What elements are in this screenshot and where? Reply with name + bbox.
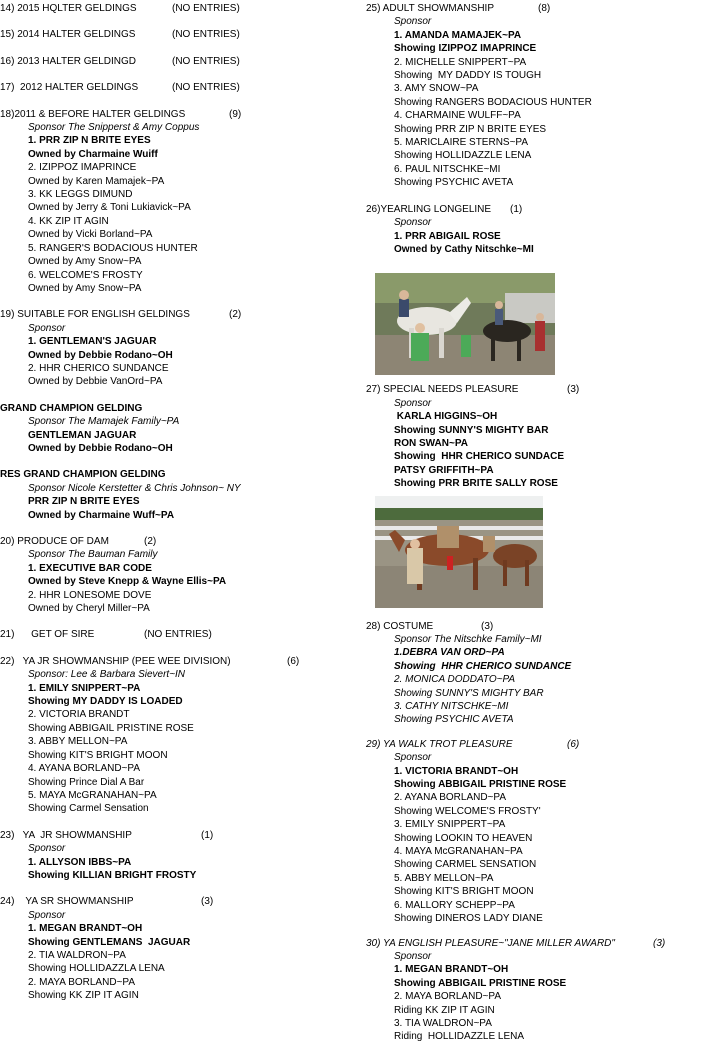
class-section	[0, 81, 360, 94]
placing-line: KARLA HIGGINS~OH	[394, 411, 498, 423]
placing-line: 3. AMY SNOW~PA	[394, 83, 479, 95]
entry-count: (2)	[144, 536, 157, 547]
placing-line: Owned by Debbie Rodano~OH	[28, 349, 173, 361]
placing-line: 6. WELCOME'S FROSTY	[28, 269, 143, 281]
entry-count: (NO ENTRIES)	[172, 29, 240, 41]
sponsor-line: Sponsor	[28, 909, 66, 921]
placing-line: 2. HHR LONESOME DOVE	[28, 589, 152, 601]
placing-line: Showing HOLLIDAZZLE LENA	[394, 150, 532, 162]
class-heading	[0, 628, 360, 641]
class-heading	[0, 535, 360, 548]
sponsor-line: Sponsor	[394, 217, 432, 229]
class-heading	[366, 203, 714, 216]
class-heading	[366, 738, 714, 751]
sponsor-line: Sponsor	[394, 397, 432, 409]
placing-line: 3. ABBY MELLON~PA	[28, 736, 128, 748]
class-section	[0, 55, 360, 68]
sponsor-line: Sponsor	[394, 752, 432, 764]
placing-line: 2. MAYA BORLAND~PA	[28, 976, 135, 988]
class-heading	[0, 28, 360, 41]
sponsor-line: Sponsor The Nitschke Family~MI	[394, 633, 542, 645]
placing-line: 4. AYANA BORLAND~PA	[28, 763, 140, 775]
class-section	[0, 108, 360, 296]
placing-line: 6. PAUL NITSCHKE~MI	[394, 163, 501, 175]
placing-line: 5. MARICLAIRE STERNS~PA	[394, 137, 529, 149]
sponsor-line: Sponsor The Bauman Family	[28, 549, 158, 561]
class-heading	[0, 108, 360, 121]
entry-count: (6)	[567, 738, 580, 750]
class-heading	[366, 937, 714, 950]
placing-line: 5. ABBY MELLON~PA	[394, 872, 494, 884]
placing-line: 1. ALLYSON IBBS~PA	[28, 856, 132, 868]
placing-line: Showing HOLLIDAZZLA LENA	[28, 963, 165, 975]
placing-line: Showing KILLIAN BRIGHT FROSTY	[28, 869, 197, 881]
placing-line: Owned by Jerry & Toni Lukiavick~PA	[28, 202, 191, 214]
placing-line: Owned by Charmaine Wuff~PA	[28, 509, 175, 521]
placing-line: 1. AMANDA MAMAJEK~PA	[394, 29, 522, 41]
entry-count: (NO ENTRIES)	[172, 3, 240, 14]
placing-line: 1. MEGAN BRANDT~OH	[394, 964, 509, 976]
class-section	[0, 628, 360, 641]
placing-line: Showing RANGERS BODACIOUS HUNTER	[394, 96, 592, 108]
placing-line: Showing PRR BRITE SALLY ROSE	[394, 478, 558, 490]
class-heading	[0, 55, 360, 68]
placing-line: 1. EXECUTIVE BAR CODE	[28, 562, 152, 574]
class-section	[0, 468, 360, 522]
placing-line: Showing PSYCHIC AVETA	[394, 177, 514, 189]
class-title: 25) ADULT SHOWMANSHIP	[366, 3, 494, 14]
class-title: 24) YA SR SHOWMANSHIP	[0, 896, 134, 908]
placing-line: 2. MICHELLE SNIPPERT~PA	[394, 56, 527, 68]
placing-line: 1. VICTORIA BRANDT~OH	[394, 765, 519, 777]
placing-line: 3. KK LEGGS DIMUND	[28, 189, 133, 201]
entry-count: (8)	[538, 3, 551, 14]
placing-line: 5. MAYA McGRANAHAN~PA	[28, 789, 157, 801]
placing-line: Showing MY DADDY IS LOADED	[28, 696, 183, 708]
class-heading	[0, 468, 360, 481]
class-section	[0, 895, 360, 1002]
placing-line: 4. CHARMAINE WULFF~PA	[394, 110, 521, 122]
placing-line: RON SWAN~PA	[394, 437, 468, 449]
placing-line: Showing LOOKIN TO HEAVEN	[394, 832, 533, 844]
placing-line: Showing SUNNY'S MIGHTY BAR	[394, 424, 549, 436]
sponsor-line: Sponsor Nicole Kerstetter & Chris Johnson~ NY	[28, 482, 241, 494]
entry-count: (1)	[510, 203, 523, 215]
placing-line: 1. MEGAN BRANDT~OH	[28, 923, 143, 935]
entry-count: (1)	[201, 829, 214, 841]
placing-line: Showing GENTLEMANS JAGUAR	[28, 936, 191, 948]
placing-line: 4. MAYA McGRANAHAN~PA	[394, 846, 523, 858]
entry-count: (6)	[287, 655, 300, 667]
entry-count: (3)	[201, 896, 214, 908]
class-section	[366, 620, 714, 727]
placing-line: Owned by Karen Mamajek~PA	[28, 175, 165, 187]
placing-line: 2. AYANA BORLAND~PA	[394, 792, 506, 804]
placing-line: 2. MAYA BORLAND~PA	[394, 991, 501, 1003]
class-section	[0, 402, 360, 456]
placing-line: 1. GENTLEMAN'S JAGUAR	[28, 336, 157, 348]
sponsor-line: Sponsor	[28, 843, 66, 855]
left-column	[0, 2, 360, 1003]
placing-line: Showing IZIPPOZ IMAPRINCE	[394, 43, 537, 55]
placing-line: Riding HOLLIDAZZLE LENA	[394, 1031, 525, 1043]
placing-line: 2. IZIPPOZ IMAPRINCE	[28, 162, 137, 174]
placing-line: 1. EMILY SNIPPERT~PA	[28, 682, 141, 694]
class-heading	[0, 2, 360, 15]
class-title: 28) COSTUME	[366, 620, 434, 632]
sponsor-line: Sponsor	[394, 16, 432, 28]
class-title: 17) 2012 HALTER GELDINGS	[0, 82, 139, 94]
placing-line: Showing ABBIGAIL PRISTINE ROSE	[28, 722, 194, 734]
entry-count: (2)	[229, 309, 242, 321]
placing-line: Showing KK ZIP IT AGIN	[28, 990, 139, 1002]
class-section	[0, 535, 360, 615]
class-title: 26)YEARLING LONGELINE	[366, 203, 492, 215]
class-title: 15) 2014 HALTER GELDINGS	[0, 29, 136, 41]
class-title: 20) PRODUCE OF DAM	[0, 536, 109, 547]
sponsor-line: Sponsor The Snipperst & Amy Coppus	[28, 122, 200, 134]
class-section	[366, 383, 714, 490]
class-title: 30) YA ENGLISH PLEASURE~"JANE MILLER AWARD"	[366, 937, 615, 949]
class-title: 27) SPECIAL NEEDS PLEASURE	[366, 384, 519, 396]
class-title: 16) 2013 HALTER GELDINGD	[0, 55, 136, 67]
placing-line: Owned by Charmaine Wuiff	[28, 148, 158, 160]
placing-line: Showing Prince Dial A Bar	[28, 776, 145, 788]
class-title: 14) 2015 HQLTER GELDINGS	[0, 3, 137, 14]
class-title: GRAND CHAMPION GELDING	[0, 402, 143, 414]
placing-line: GENTLEMAN JAGUAR	[28, 429, 137, 441]
placing-line: Owned by Debbie VanOrd~PA	[28, 376, 163, 388]
sponsor-line: Sponsor: Lee & Barbara Sievert~IN	[28, 669, 186, 681]
placing-line: Owned by Debbie Rodano~OH	[28, 442, 173, 454]
class-title: 19) SUITABLE FOR ENGLISH GELDINGS	[0, 309, 190, 321]
placing-line: PRR ZIP N BRITE EYES	[28, 496, 140, 508]
entry-count: (NO ENTRIES)	[172, 82, 240, 94]
placing-line: Owned by Amy Snow~PA	[28, 256, 142, 268]
class-section	[366, 738, 714, 926]
class-section	[366, 203, 714, 257]
photo-yearling-longeline	[375, 273, 555, 375]
placing-line: Showing HHR CHERICO SUNDANCE	[394, 660, 572, 672]
class-heading	[366, 2, 714, 15]
class-section	[0, 829, 360, 883]
placing-line: 1.DEBRA VAN ORD~PA	[394, 647, 505, 659]
class-heading	[0, 308, 360, 321]
placing-line: 1. PRR ZIP N BRITE EYES	[28, 135, 151, 147]
placing-line: Showing DINEROS LADY DIANE	[394, 913, 543, 925]
placing-line: Showing PRR ZIP N BRITE EYES	[394, 123, 547, 135]
class-heading	[0, 895, 360, 908]
class-section	[0, 655, 360, 816]
placing-line: Showing KIT'S BRIGHT MOON	[28, 749, 168, 761]
placing-line: Showing ABBIGAIL PRISTINE ROSE	[394, 977, 567, 989]
class-heading	[0, 402, 360, 415]
entry-count: (3)	[567, 384, 580, 396]
placing-line: Showing CARMEL SENSATION	[394, 859, 537, 871]
class-title: 23) YA JR SHOWMANSHIP	[0, 829, 132, 841]
placing-line: PATSY GRIFFITH~PA	[394, 464, 494, 476]
right-column	[366, 2, 714, 1044]
placing-line: Owned by Vicki Borland~PA	[28, 229, 153, 241]
placing-line: Showing ABBIGAIL PRISTINE ROSE	[394, 779, 567, 791]
entry-count: (3)	[481, 620, 494, 632]
placing-line: Showing MY DADDY IS TOUGH	[394, 70, 542, 82]
class-title: 22) YA JR SHOWMANSHIP (PEE WEE DIVISION)	[0, 655, 231, 667]
class-title: RES GRAND CHAMPION GELDING	[0, 469, 166, 481]
placing-line: 4. KK ZIP IT AGIN	[28, 215, 109, 227]
placing-line: Showing HHR CHERICO SUNDACE	[394, 451, 564, 463]
placing-line: Owned by Cathy Nitschke~MI	[394, 243, 534, 255]
class-section	[0, 28, 360, 41]
entry-count: (NO ENTRIES)	[144, 629, 212, 641]
class-heading	[0, 655, 360, 668]
sponsor-line: Sponsor The Mamajek Family~PA	[28, 416, 180, 428]
placing-line: Riding KK ZIP IT AGIN	[394, 1004, 495, 1016]
placing-line: Owned by Steve Knepp & Wayne Ellis~PA	[28, 576, 227, 588]
class-title: 29) YA WALK TROT PLEASURE	[366, 738, 513, 750]
placing-line: 2. MONICA DODDATO~PA	[394, 674, 516, 686]
placing-line: 1. PRR ABIGAIL ROSE	[394, 230, 501, 242]
placing-line: Showing KIT'S BRIGHT MOON	[394, 886, 534, 898]
class-title: 18)2011 & BEFORE HALTER GELDINGS	[0, 108, 186, 120]
placing-line: Owned by Amy Snow~PA	[28, 282, 142, 294]
sponsor-line: Sponsor	[28, 322, 66, 334]
placing-line: Showing WELCOME'S FROSTY'	[394, 805, 541, 817]
class-title: 21) GET OF SIRE	[0, 629, 95, 641]
class-heading	[0, 829, 360, 842]
placing-line: 3. CATHY NITSCHKE~MI	[394, 701, 509, 712]
sponsor-line: Sponsor	[394, 950, 432, 962]
photo-special-needs-pleasure	[375, 496, 543, 608]
entry-count: (3)	[653, 937, 666, 949]
class-section	[0, 308, 360, 388]
class-section	[366, 2, 714, 190]
placing-line: 2. TIA WALDRON~PA	[28, 949, 126, 961]
placing-line: 3. TIA WALDRON~PA	[394, 1017, 492, 1029]
class-heading	[0, 81, 360, 94]
placing-line: 5. RANGER'S BODACIOUS HUNTER	[28, 242, 198, 254]
placing-line: Owned by Cheryl Miller~PA	[28, 603, 150, 615]
placing-line: Showing PSYCHIC AVETA	[394, 714, 514, 726]
class-heading	[366, 620, 714, 633]
placing-line: 3. EMILY SNIPPERT~PA	[394, 819, 506, 831]
class-heading	[366, 383, 714, 396]
placing-line: 2. VICTORIA BRANDT	[28, 709, 130, 721]
class-section	[0, 2, 360, 15]
placing-line: Showing SUNNY'S MIGHTY BAR	[394, 687, 544, 699]
class-section	[366, 937, 714, 1044]
placing-line: 2. HHR CHERICO SUNDANCE	[28, 362, 169, 374]
entry-count: (NO ENTRIES)	[172, 55, 240, 67]
entry-count: (9)	[229, 108, 242, 120]
placing-line: Showing Carmel Sensation	[28, 803, 149, 815]
placing-line: 6. MALLORY SCHEPP~PA	[394, 899, 515, 911]
